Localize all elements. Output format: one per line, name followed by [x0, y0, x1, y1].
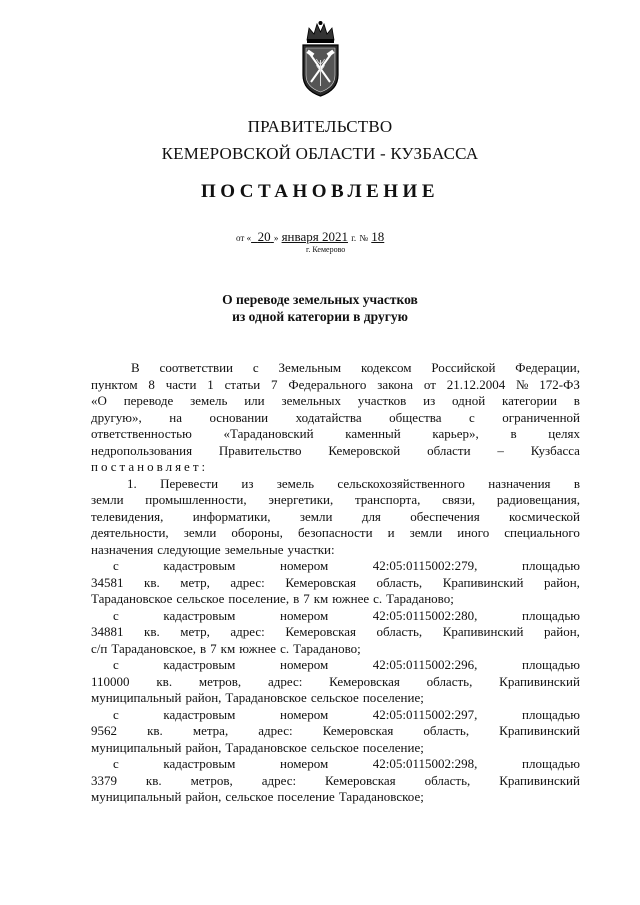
body-word: земли	[183, 525, 217, 540]
body-word: км	[220, 640, 236, 656]
body-word: основании	[209, 409, 269, 425]
body-line	[91, 459, 580, 476]
body-word: 3379	[91, 772, 117, 788]
body-word: специального	[504, 525, 580, 540]
body-word: карьер»,	[432, 426, 479, 441]
body-word: сельское	[310, 690, 359, 705]
body-word: муниципальный	[91, 789, 182, 804]
body-word: Тарадановское;	[338, 789, 424, 804]
body-word: Тарадановское	[225, 690, 307, 705]
body-word: 7	[210, 640, 217, 656]
body-word: назначения	[488, 475, 551, 491]
body-word: с.	[280, 640, 290, 656]
body-line	[91, 360, 580, 377]
body-line	[91, 509, 580, 526]
body-word: пунктом	[91, 376, 138, 392]
body-word: ответственностью	[91, 426, 192, 441]
document-subject	[0, 291, 640, 325]
body-word: площадью	[522, 558, 580, 573]
body-word: в	[293, 591, 300, 606]
body-word: связи,	[442, 492, 476, 507]
body-line	[91, 410, 580, 427]
body-word: иного	[457, 525, 490, 540]
body-line	[91, 657, 580, 674]
date-line	[236, 229, 436, 245]
body-word: номером	[279, 706, 329, 722]
date-month-year: января 2021	[281, 229, 348, 244]
body-word: адрес:	[258, 723, 293, 738]
body-line	[91, 674, 580, 691]
body-word: кадастровым	[163, 657, 236, 672]
body-word: земельные	[224, 541, 284, 557]
subject-line2: из одной категории в другую	[232, 309, 408, 324]
body-word: район,	[544, 574, 580, 590]
body-word: муниципальный	[91, 739, 182, 755]
body-word: с	[252, 360, 259, 375]
body-line	[91, 542, 580, 559]
body-word: Федерального	[288, 376, 367, 392]
body-word: 110000	[91, 673, 130, 689]
body-word: муниципальный	[91, 690, 182, 705]
body-word: номером	[279, 657, 329, 672]
body-word: на	[169, 409, 182, 425]
body-word: Российской	[431, 360, 496, 375]
body-word: кв.	[144, 624, 160, 639]
date-day-close: »	[273, 233, 279, 243]
body-word: поселение;	[362, 739, 424, 755]
body-word: с	[113, 558, 119, 573]
document-body	[91, 360, 580, 806]
date-day: 20	[257, 229, 271, 244]
kemerovo-coat-of-arms-icon	[297, 20, 344, 100]
subject-line1: О переводе земельных участков	[222, 292, 418, 307]
body-word: следующие	[157, 541, 221, 557]
body-word: кадастровым	[163, 706, 236, 722]
body-line	[91, 690, 580, 707]
body-word: транспорта,	[354, 492, 421, 507]
body-word: земель	[190, 393, 228, 408]
body-line	[91, 591, 580, 608]
body-word: из	[241, 475, 254, 491]
body-word: с	[113, 756, 119, 771]
body-word: в	[200, 640, 207, 656]
body-word: Правительство	[218, 442, 302, 458]
body-word: радиовещания,	[496, 492, 580, 507]
body-word: области	[427, 442, 471, 458]
body-word: Крапивинский	[442, 624, 524, 639]
body-line	[91, 756, 580, 773]
body-word: Крапивинский	[499, 673, 580, 689]
body-word: с	[469, 409, 475, 425]
body-word: категории	[502, 393, 557, 408]
body-line	[91, 558, 580, 575]
number-sign: №	[359, 233, 369, 243]
body-word: –	[497, 442, 504, 458]
body-word: номером	[279, 607, 329, 623]
body-word: Тараданово;	[293, 640, 361, 656]
government-name-line2: КЕМЕРОВСКОЙ ОБЛАСТИ - КУЗБАССА	[161, 144, 479, 163]
body-word: космической	[509, 508, 580, 524]
body-word: с	[113, 657, 119, 672]
body-word: 7	[271, 376, 278, 392]
body-word: Перевести	[160, 475, 219, 491]
body-word: «Тарадановский	[223, 426, 314, 441]
body-word: от	[423, 376, 436, 392]
body-word: кадастровым	[163, 558, 236, 573]
body-word: «О	[91, 393, 107, 408]
body-word: площадью	[522, 607, 580, 623]
government-name-line1: ПРАВИТЕЛЬСТВО	[247, 117, 393, 136]
body-word: промышленности,	[145, 492, 247, 507]
body-word: энергетики,	[268, 492, 334, 507]
body-word: кв.	[145, 772, 162, 788]
body-line	[91, 377, 580, 394]
body-word: район,	[185, 739, 222, 755]
body-word: с	[113, 607, 119, 623]
body-word: земли	[299, 508, 333, 524]
body-word: Кемеровская	[325, 772, 396, 788]
body-word: метр,	[180, 624, 210, 639]
body-line	[91, 740, 580, 757]
emblem	[297, 20, 344, 100]
body-word: 9562	[91, 723, 117, 738]
body-word: область,	[424, 772, 471, 788]
body-word: общества	[389, 409, 442, 425]
body-word: 42:05:0115002:280,	[372, 607, 478, 623]
body-word: Кемеровская	[329, 673, 400, 689]
body-word: 1.	[127, 475, 137, 491]
body-word: адрес:	[267, 673, 303, 689]
body-word: каменный	[345, 426, 401, 441]
body-word: переводе	[123, 393, 174, 408]
body-word: область,	[376, 574, 423, 590]
body-word: 42:05:0115002:297,	[372, 706, 478, 722]
body-word: Кемеровская	[285, 574, 356, 590]
body-word: район,	[185, 690, 222, 705]
body-word: соответствии	[159, 360, 234, 375]
body-word: ходатайства	[295, 409, 362, 425]
body-line	[91, 707, 580, 724]
city-label: г. Кемерово	[306, 245, 346, 254]
body-word: другую»,	[91, 409, 142, 425]
body-word: земли	[409, 525, 443, 540]
body-word: Крапивинский	[442, 574, 524, 590]
body-word: в	[573, 475, 580, 491]
body-line	[91, 476, 580, 493]
body-word: участки:	[287, 541, 335, 557]
body-word: кв.	[156, 673, 173, 689]
body-word: кодексом	[361, 360, 412, 375]
body-word: с.	[373, 591, 383, 606]
body-word: из	[423, 393, 436, 408]
document-type-title: ПОСТАНОВЛЕНИЕ	[200, 181, 440, 202]
body-word: 42:05:0115002:279,	[372, 558, 478, 573]
body-word: 34881	[91, 624, 124, 639]
date-year-suffix: г.	[351, 233, 357, 243]
body-word: одной	[452, 393, 486, 408]
body-word: площадью	[522, 657, 580, 672]
body-word: южнее	[239, 640, 277, 656]
body-line	[91, 641, 580, 658]
body-word: район,	[185, 789, 222, 804]
body-word: обороны,	[231, 525, 283, 540]
body-line	[91, 608, 580, 625]
body-word: область,	[376, 624, 423, 639]
body-word: метр,	[180, 574, 210, 590]
body-word: область,	[426, 673, 473, 689]
body-line	[91, 773, 580, 790]
body-word: земли	[91, 492, 124, 507]
body-word: адрес:	[261, 772, 297, 788]
body-word: 42:05:0115002:298,	[372, 756, 478, 771]
body-word: сельскохозяйственного	[337, 475, 465, 491]
body-word: поселение	[277, 789, 335, 804]
body-word: для	[361, 508, 381, 524]
body-word: деятельности,	[91, 525, 169, 540]
body-word: с/п	[91, 640, 108, 656]
body-word: статьи	[224, 376, 261, 392]
body-word: поселение,	[228, 591, 290, 606]
body-word: Кемеровской	[328, 442, 401, 458]
body-word: информатики,	[192, 508, 271, 524]
body-word: В	[131, 360, 140, 375]
body-word: сельское	[176, 591, 225, 606]
body-word: 7	[303, 591, 310, 606]
body-word: 8	[148, 376, 155, 392]
body-word: площадью	[522, 706, 580, 722]
body-word: земель	[276, 475, 315, 491]
body-word: поселение;	[362, 690, 424, 705]
body-word: южнее	[332, 591, 370, 606]
body-word: сельское	[310, 739, 359, 755]
body-word: Кузбасса	[530, 442, 580, 458]
body-word: 1	[207, 376, 214, 392]
body-word: кадастровым	[163, 607, 236, 623]
body-word: кадастровым	[163, 756, 236, 771]
body-word: Федерации,	[515, 360, 580, 375]
body-word: район,	[544, 624, 580, 639]
body-line	[91, 443, 580, 460]
body-line	[91, 789, 580, 806]
body-word: земельных	[281, 393, 341, 408]
body-word: Крапивинский	[499, 723, 580, 738]
body-word: безопасности	[297, 525, 373, 540]
body-word: Земельным	[278, 360, 342, 375]
body-word: адрес:	[230, 624, 265, 639]
body-word: Тараданово;	[386, 591, 454, 606]
date-prefix: от «	[236, 233, 252, 243]
body-word: Крапивинский	[499, 772, 580, 788]
body-word: участков	[357, 393, 407, 408]
body-word: км	[313, 591, 329, 606]
body-word: недропользования	[91, 442, 193, 458]
body-word: обеспечения	[410, 508, 480, 524]
body-word: или	[244, 393, 265, 408]
body-line	[91, 393, 580, 410]
body-word: Кемеровская	[285, 624, 356, 639]
body-line	[91, 723, 580, 740]
body-word: 42:05:0115002:296,	[372, 657, 478, 672]
body-word: сельское	[225, 789, 274, 804]
body-word: Кемеровская	[322, 723, 394, 738]
body-word: метров,	[198, 673, 242, 689]
body-word: Тарадановское	[91, 591, 173, 606]
body-line	[91, 624, 580, 641]
body-word: в	[510, 426, 517, 441]
body-word: площадью	[522, 756, 580, 771]
body-word: 34581	[91, 574, 124, 590]
body-word: область,	[423, 723, 470, 738]
body-word: 21.12.2004	[446, 376, 506, 392]
body-word: номером	[279, 558, 329, 573]
body-word: части	[165, 376, 197, 392]
body-word: номером	[279, 756, 329, 771]
body-word: №	[516, 376, 529, 392]
body-word: кв.	[147, 723, 163, 738]
body-word: в	[573, 393, 580, 408]
body-line	[91, 525, 580, 542]
document-number: 18	[371, 229, 385, 244]
body-word: Тарадановское	[225, 739, 307, 755]
body-word: 172-ФЗ	[539, 376, 580, 392]
body-line	[91, 575, 580, 592]
body-word: Тарадановское,	[111, 640, 197, 656]
body-word: закона	[377, 376, 414, 392]
body-word: ограниченной	[502, 409, 580, 425]
body-line	[91, 426, 580, 443]
body-word: адрес:	[230, 574, 265, 590]
body-word: и	[387, 525, 395, 540]
body-word: постановляет:	[91, 459, 209, 474]
body-word: назначения	[91, 541, 154, 557]
body-word: кв.	[144, 574, 160, 590]
body-word: метра,	[192, 723, 229, 738]
body-word: метров,	[190, 772, 233, 788]
body-word: телевидения,	[91, 508, 164, 524]
body-line	[91, 492, 580, 509]
body-word: с	[113, 706, 119, 722]
body-word: целях	[548, 426, 580, 441]
